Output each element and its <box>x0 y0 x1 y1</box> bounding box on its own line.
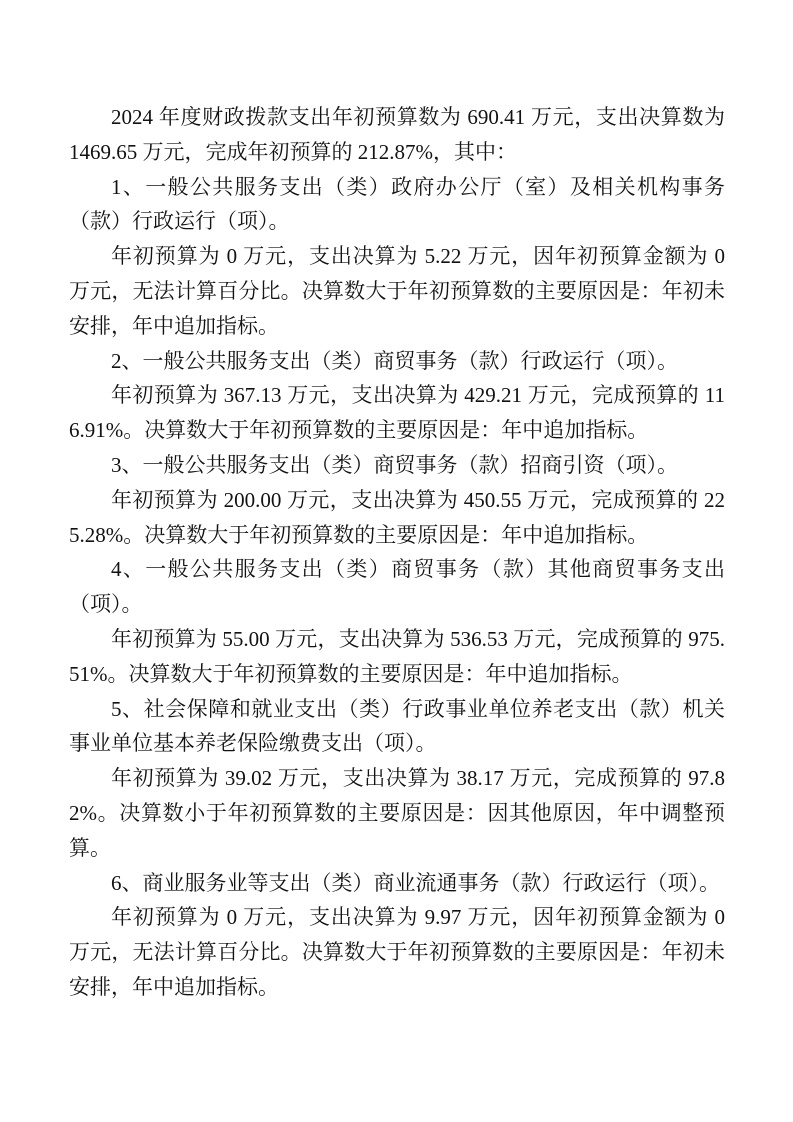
item-1-detail: 年初预算为 0 万元，支出决算为 5.22 万元，因年初预算金额为 0 万元，无法计算百分比。决算数大于年初预算数的主要原因是：年初未安排，年中追加指标。 <box>69 244 725 338</box>
item-3-title: 3、一般公共服务支出（类）商贸事务（款）招商引资（项）。 <box>111 452 678 477</box>
item-2-title: 2、一般公共服务支出（类）商贸事务（款）行政运行（项）。 <box>111 348 678 373</box>
intro-paragraph: 2024 年度财政拨款支出年初预算数为 690.41 万元，支出决算数为 1469.65 万元，完成年初预算的 212.87%，其中： <box>69 105 725 164</box>
item-3-detail: 年初预算为 200.00 万元，支出决算为 450.55 万元，完成预算的 225.28%。决算数大于年初预算数的主要原因是：年中追加指标。 <box>69 487 725 547</box>
item-1-title: 1、一般公共服务支出（类）政府办公厅（室）及相关机构事务（款）行政运行（项）。 <box>69 174 725 234</box>
item-4-title: 4、一般公共服务支出（类）商贸事务（款）其他商贸事务支出（项）。 <box>69 557 725 617</box>
item-4-detail: 年初预算为 55.00 万元，支出决算为 536.53 万元，完成预算的 975.51%。决算数大于年初预算数的主要原因是：年中追加指标。 <box>69 626 725 686</box>
document-body <box>69 100 725 1005</box>
item-6-detail: 年初预算为 0 万元，支出决算为 9.97 万元，因年初预算金额为 0 万元，无法计算百分比。决算数大于年初预算数的主要原因是：年初未安排，年中追加指标。 <box>69 905 725 999</box>
item-5-detail: 年初预算为 39.02 万元，支出决算为 38.17 万元，完成预算的 97.82%。决算数小于年初预算数的主要原因是：因其他原因，年中调整预算。 <box>69 766 725 860</box>
item-2-detail: 年初预算为 367.13 万元，支出决算为 429.21 万元，完成预算的 116.91%。决算数大于年初预算数的主要原因是：年中追加指标。 <box>69 383 726 443</box>
item-6-title: 6、商业服务业等支出（类）商业流通事务（款）行政运行（项）。 <box>111 870 720 895</box>
item-5-title: 5、社会保障和就业支出（类）行政事业单位养老支出（款）机关事业单位基本养老保险缴费支出（项）。 <box>69 696 725 756</box>
